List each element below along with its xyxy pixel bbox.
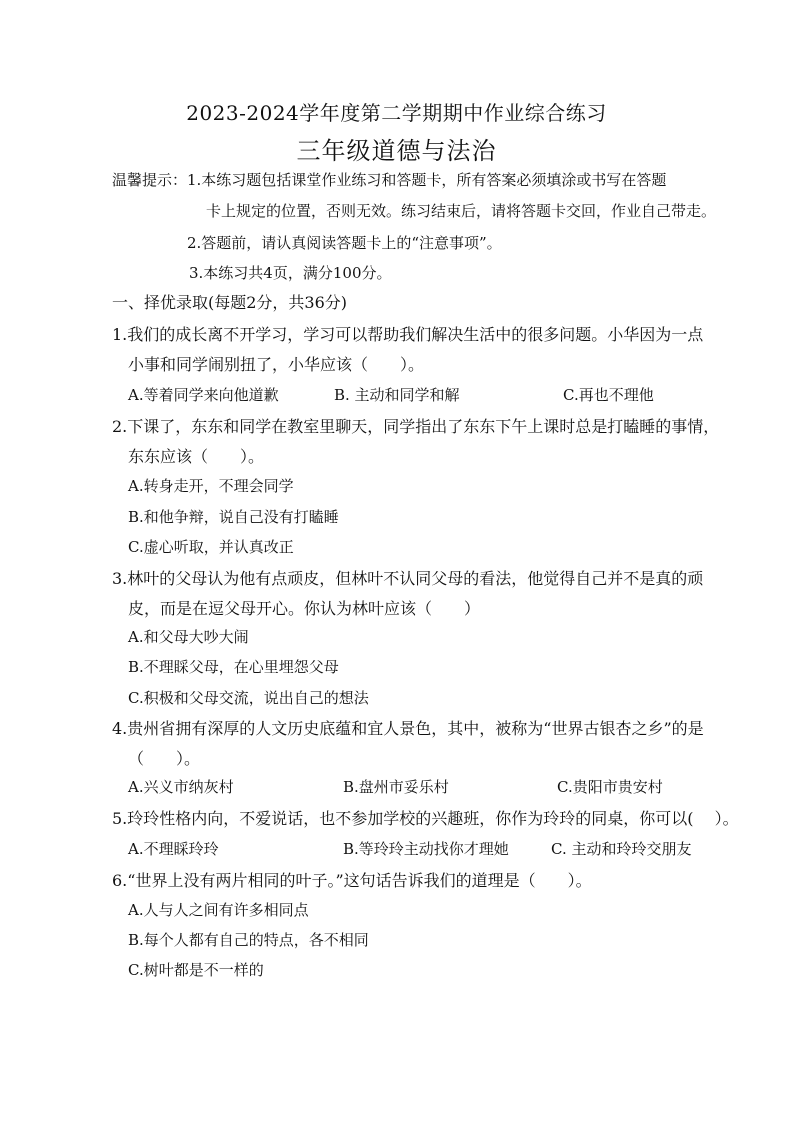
question-5-option-c: C. 主动和玲玲交朋友	[551, 840, 692, 858]
question-6-option-a: A.人与人之间有许多相同点	[128, 901, 309, 919]
subject-title: 三年级道德与法治	[296, 137, 497, 165]
question-2-line-2: 东东应该（ ）。	[128, 447, 265, 466]
question-4-line-2: （ ）。	[128, 749, 201, 768]
question-3-line-1: 3.林叶的父母认为他有点顽皮，但林叶不认同父母的看法，他觉得自己并不是真的顽	[112, 569, 704, 588]
question-2-option-a: A.转身走开，不理会同学	[128, 477, 294, 495]
question-4-option-c: C.贵阳市贵安村	[557, 778, 663, 796]
tips-line-2: 卡上规定的位置，否则无效。练习结束后，请将答题卡交回，作业自己带走。	[206, 202, 717, 220]
question-2-option-c: C.虚心听取，并认真改正	[128, 538, 294, 556]
question-4-option-b: B.盘州市妥乐村	[343, 778, 449, 796]
section-title: 一、择优录取(每题2分，共36分)	[112, 293, 348, 312]
question-1-option-a: A.等着同学来向他道歉	[128, 386, 279, 404]
question-1-line-2: 小事和同学闹别扭了，小华应该（ ）。	[128, 355, 425, 374]
question-4-line-1: 4.贵州省拥有深厚的人文历史底蕴和宜人景色，其中，被称为“世界古银杏之乡”的是	[112, 719, 704, 738]
tips-line-4: 3.本练习共4页，满分100分。	[189, 264, 392, 282]
question-2-line-1: 2.下课了，东东和同学在教室里聊天，同学指出了东东下午上课时总是打瞌睡的事情，	[112, 417, 720, 436]
exam-title: 2023-2024学年度第二学期期中作业综合练习	[186, 101, 607, 125]
question-3-option-b: B.不理睬父母，在心里埋怨父母	[128, 658, 339, 676]
question-4-option-a: A.兴义市纳灰村	[128, 778, 234, 796]
question-1-line-1: 1.我们的成长离不开学习，学习可以帮助我们解决生活中的很多问题。小华因为一点	[112, 325, 704, 344]
question-6-option-b: B.每个人都有自己的特点，各不相同	[128, 931, 369, 949]
tips-line-3: 2.答题前，请认真阅读答题卡上的“注意事项”。	[187, 234, 502, 252]
question-6-line-1: 6.“世界上没有两片相同的叶子。”这句话告诉我们的道理是（ ）。	[112, 871, 592, 890]
question-2-option-b: B.和他争辩，说自己没有打瞌睡	[128, 508, 339, 526]
question-3-line-2: 皮，而是在逗父母开心。你认为林叶应该（ ）	[128, 599, 481, 618]
question-5-option-a: A.不理睬玲玲	[128, 840, 219, 858]
question-6-option-c: C.树叶都是不一样的	[128, 961, 264, 979]
question-1-option-c: C.再也不理他	[563, 386, 654, 404]
question-3-option-a: A.和父母大吵大闹	[128, 628, 249, 646]
question-3-option-c: C.积极和父母交流，说出自己的想法	[128, 689, 369, 707]
question-1-option-b: B. 主动和同学和解	[334, 386, 460, 404]
question-5-option-b: B.等玲玲主动找你才理她	[343, 840, 509, 858]
question-5-line-1: 5.玲玲性格内向，不爱说话，也不参加学校的兴趣班，你作为玲玲的同桌，你可以( ）。	[112, 809, 739, 828]
tips-line-1: 温馨提示：1.本练习题包括课堂作业练习和答题卡，所有答案必须填涂或书写在答题	[112, 171, 667, 189]
